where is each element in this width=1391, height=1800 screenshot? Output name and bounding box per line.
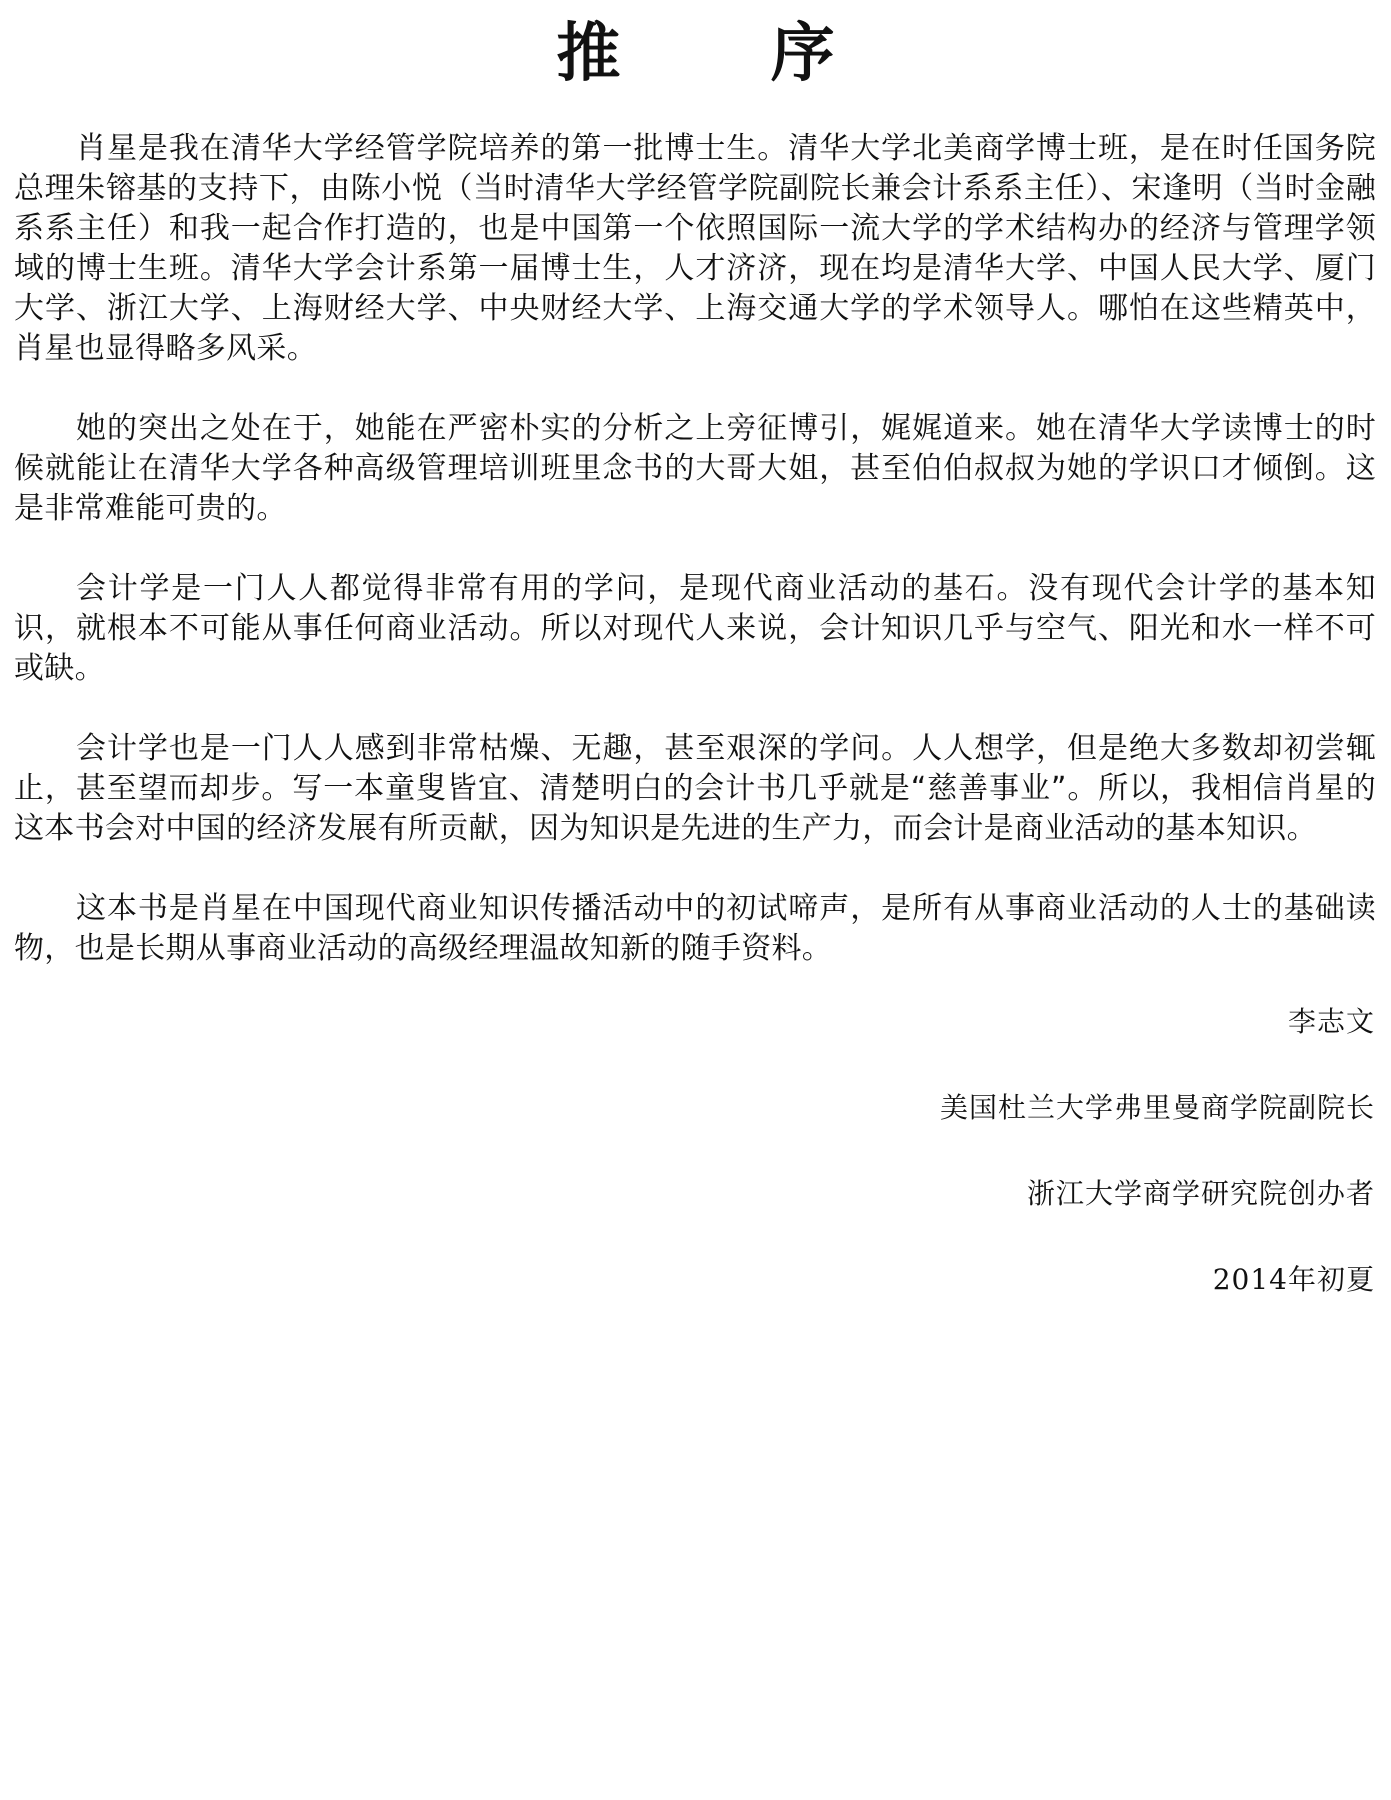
preface-body [14,129,1376,969]
paragraph-1: 肖星是我在清华大学经管学院培养的第一批博士生。清华大学北美商学博士班，是在时任国务院总理朱镕基的支持下，由陈小悦（当时清华大学经管学院副院长兼会计系系主任）、宋逢明（当时金融系系主任）和我一起合作打造的，也是中国第一个依照国际一流大学的学术结构办的经济与管理学领域的博士生班。清华大学会计系第一届博士生，人才济济，现在均是清华大学、中国人民大学、厦门大学、浙江大学、上海财经大学、中央财经大学、上海交通大学的学术领导人。哪怕在这些精英中，肖星也显得略多风采。 [14,131,1376,366]
paragraph-4: 会计学也是一门人人感到非常枯燥、无趣，甚至艰深的学问。人人想学，但是绝大多数却初尝辄止，甚至望而却步。写一本童叟皆宜、清楚明白的会计书几乎就是“慈善事业”。所以，我相信肖星的这本书会对中国的经济发展有所贡献，因为知识是先进的生产力，而会计是商业活动的基本知识。 [14,731,1376,846]
signature-block [575,1003,1375,1347]
paragraph-3: 会计学是一门人人都觉得非常有用的学问，是现代商业活动的基石。没有现代会计学的基本知识，就根本不可能从事任何商业活动。所以对现代人来说，会计知识几乎与空气、阳光和水一样不可或缺。 [14,571,1376,686]
author-name: 李志文 [1287,1005,1375,1038]
page-title: 推 序 [556,17,899,91]
author-title-2: 浙江大学商学研究院创办者 [1026,1177,1375,1210]
author-title-1: 美国杜兰大学弗里曼商学院副院长 [939,1091,1375,1124]
paragraph-5: 这本书是肖星在中国现代商业知识传播活动中的初试啼声，是所有从事商业活动的人士的基础读物，也是长期从事商业活动的高级经理温故知新的随手资料。 [14,891,1376,966]
paragraph-2: 她的突出之处在于，她能在严密朴实的分析之上旁征博引，娓娓道来。她在清华大学读博士的时候就能让在清华大学各种高级管理培训班里念书的大哥大姐，甚至伯伯叔叔为她的学识口才倾倒。这是非常难能可贵的。 [14,411,1376,526]
signature-date: 2014年初夏 [1212,1263,1375,1296]
